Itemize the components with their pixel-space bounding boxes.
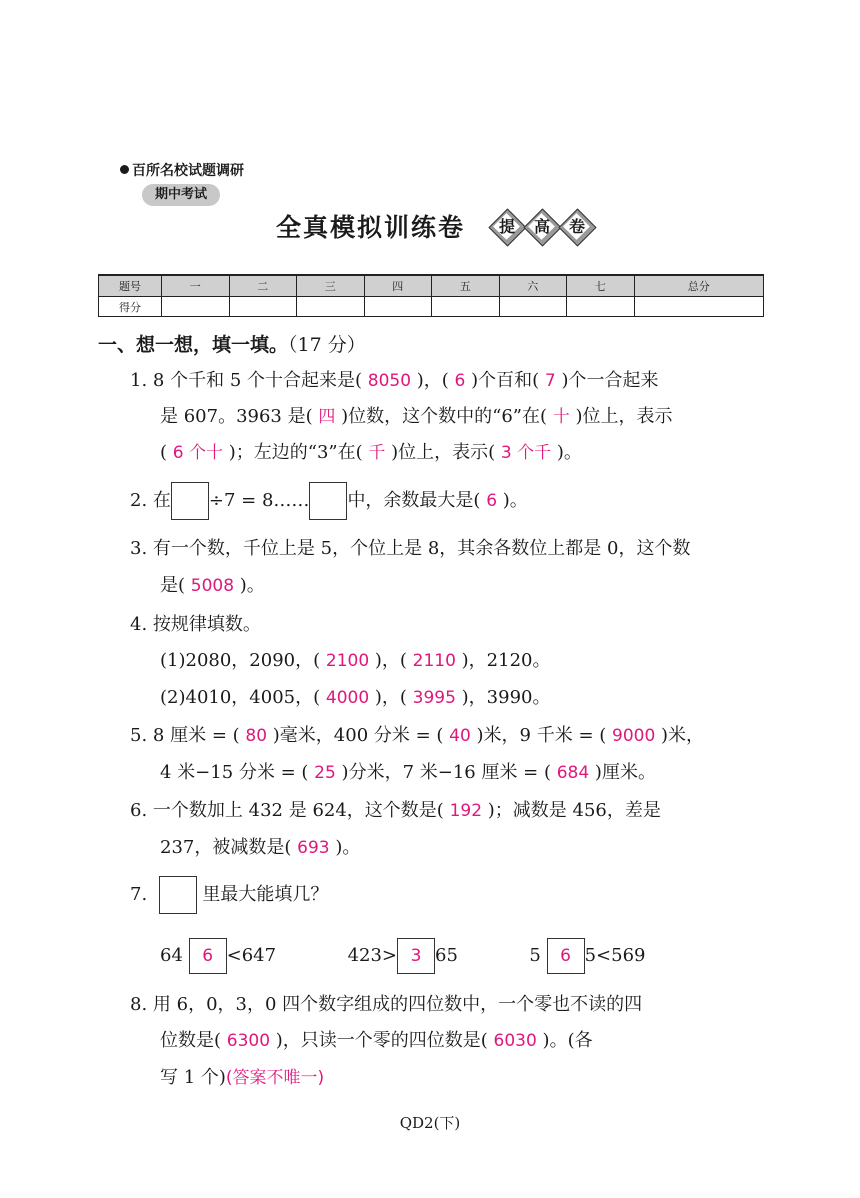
blank-box[interactable] — [309, 482, 347, 520]
score-table-row: 得分 — [99, 297, 764, 317]
question-1-line-1: 1. 8 个千和 5 个十合起来是( 8050 )，( 6 )个百和( 7 )个一合起来 — [130, 370, 659, 391]
answer-box[interactable]: 3 — [397, 938, 435, 974]
question-5-line-1: 5. 8 厘米 = ( 80 )毫米，400 分米 = ( 40 )米，9 千米 = ( 9000 )米， — [130, 725, 705, 746]
brand-text: 百所名校试题调研 — [132, 163, 244, 179]
score-cell[interactable] — [432, 297, 500, 317]
question-3-line-2: 是( 5008 )。 — [160, 575, 265, 596]
blank-box[interactable] — [171, 482, 209, 520]
diamond-badge: 卷 — [558, 208, 596, 246]
exam-label: 期中考试 — [142, 184, 220, 206]
question-6-line-2: 237，被减数是( 693 )。 — [160, 837, 361, 858]
question-1-line-3: ( 6 个十 )；左边的“3”在( 千 )位上，表示( 3 个千 )。 — [160, 442, 582, 463]
question-4-line-2: (1)2080，2090，( 2100 )，( 2110 )，2120。 — [160, 650, 551, 671]
question-6-line-1: 6. 一个数加上 432 是 624，这个数是( 192 )；减数是 456，差是 — [130, 800, 661, 821]
score-table — [98, 274, 764, 317]
score-cell[interactable] — [229, 297, 297, 317]
answer-box[interactable]: 6 — [189, 938, 227, 974]
score-cell[interactable] — [297, 297, 365, 317]
question-8-line-1: 8. 用 6，0，3，0 四个数字组成的四位数中，一个零也不读的四 — [130, 994, 643, 1015]
blank-box — [159, 876, 197, 914]
difficulty-badges — [488, 208, 593, 246]
question-7: 7. 里最大能填几？ — [130, 876, 328, 914]
page-title: 全真模拟训练卷 — [276, 213, 466, 242]
score-cell[interactable] — [364, 297, 432, 317]
question-2: 2. 在 ÷7 = 8…… 中，余数最大是( 6 )。 — [130, 482, 528, 520]
question-1-line-2: 是 607。3963 是( 四 )位数，这个数中的“6”在( 十 )位上，表示 — [160, 406, 673, 427]
diamond-badge: 提 — [488, 208, 526, 246]
score-cell[interactable] — [634, 297, 764, 317]
question-5-line-2: 4 米−15 分米 = ( 25 )分米，7 米−16 厘米 = ( 684 )厘米。 — [160, 762, 656, 783]
question-7-items: 64 6 <647 423> 3 65 5 6 5<569 — [160, 937, 645, 975]
page-number: QD2(下) — [399, 1114, 461, 1132]
score-cell[interactable] — [499, 297, 567, 317]
score-cell[interactable] — [567, 297, 635, 317]
question-8-line-2: 位数是( 6300 )，只读一个零的四位数是( 6030 )。(各 — [160, 1030, 593, 1051]
diamond-badge: 高 — [523, 208, 561, 246]
question-4-line-3: (2)4010，4005，( 4000 )，( 3995 )，3990。 — [160, 687, 551, 708]
answer-box[interactable]: 6 — [547, 938, 585, 974]
score-table-header: 题号 一 二 三 四 五 六 七 总分 — [99, 275, 764, 297]
question-4-line-1: 4. 按规律填数。 — [130, 614, 261, 635]
question-3-line-1: 3. 有一个数，千位上是 5，个位上是 8，其余各数位上都是 0，这个数 — [130, 538, 691, 559]
score-cell[interactable] — [162, 297, 230, 317]
brand-line — [120, 160, 244, 180]
section-heading: 一、想一想，填一填。（17 分） — [98, 334, 366, 356]
bullet-dot-icon — [120, 165, 129, 174]
question-8-line-3: 写 1 个)(答案不唯一) — [160, 1067, 325, 1088]
